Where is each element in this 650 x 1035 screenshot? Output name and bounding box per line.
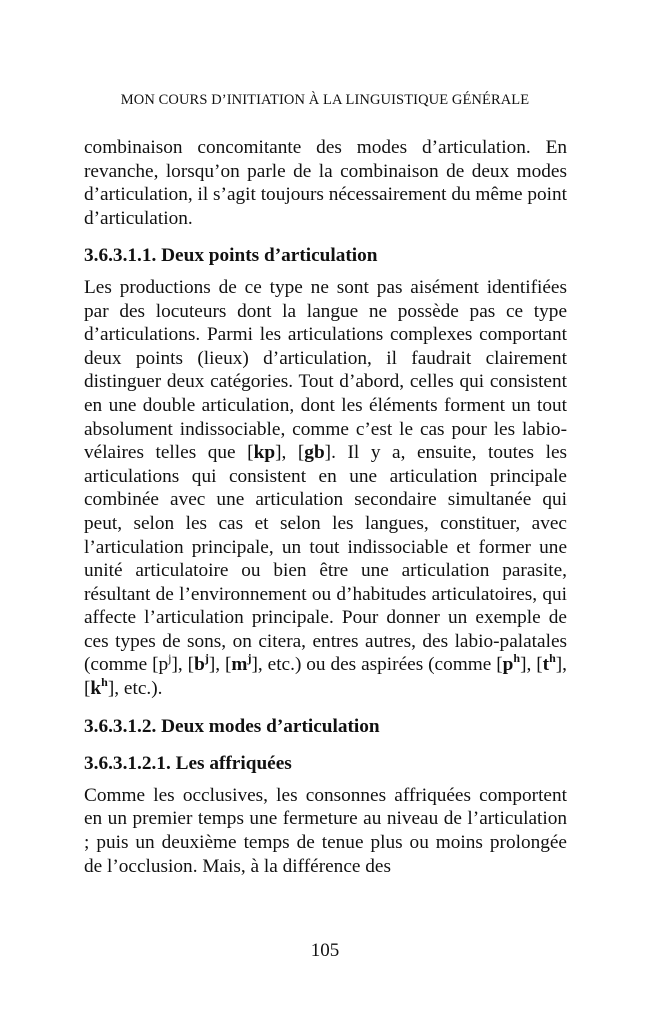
phonetic-bj: $b^j$	[194, 651, 209, 676]
section-heading-affriquees: 3.6.3.1.2.1. Les affriquées	[84, 753, 292, 775]
phonetic-th: $t^h$	[542, 651, 556, 676]
paragraph-intro: combinaison concomitante des modes d’articulation. En revanche, lorsqu’on parle de la combinaison de deux modes d’articulation, il s’agit toujours nécessairement du même point d’articulation.	[84, 137, 567, 229]
paragraph-affriquees: Comme les occlusives, les consonnes affriquées comportent en un premier temps une fermeture au niveau de l’articulation ; puis un deuxième temps de tenue plus ou moins prolongée de l’occlusion. Mais, à la différence des	[84, 784, 567, 877]
phonetic-mj: $m^j$	[231, 651, 252, 676]
phonetic-ph: $p^h$	[502, 651, 521, 676]
phonetic-pj: $p^j$	[158, 651, 172, 676]
section-heading-deux-modes: 3.6.3.1.2. Deux modes d’articulation	[84, 715, 380, 737]
phonetic-gb: gb	[304, 442, 325, 464]
paragraph-deux-points: Les productions de ce type ne sont pas aisément identifiées par des locuteurs dont la langue ne possède pas ce type d’articulations. Parmi les articulations complexes comportant deux points (lieux) d’articulation, il faudrait clairement distinguer deux catégories. Tout d’abord, celles qui consistent en une double articulation, dont les éléments forment un tout absolument indissociable, comme c’est le cas pour les labio-vélaires telles que [kp], [gb]. Il y a, ensuite, toutes les articulations qui consistent en une articulation principale combinée avec une articulation secondaire simultanée qui peut, selon les cas et selon les langues, constituer, avec l’articulation principale, un tout indissociable et former une unité articulatoire ou bien être une articulation parasite, résultant de l’environnement ou d’habitudes articulatoires, qui affecte l’articulation principale. Pour donner un exemple de ces types de sons, on citera, entres autres, des labio-palatales (comme $[p^j]$, $[b^j]$, $[m^j]$, etc.) ou des aspirées (comme $[p^h]$, $[t^h]$, $[k^h]$, etc.).	[84, 276, 568, 700]
phonetic-kh: $k^h$	[90, 674, 108, 700]
phonetic-kp: kp	[253, 442, 276, 464]
running-head: MON COURS D’INITIATION À LA LINGUISTIQUE GÉNÉRALE	[120, 92, 530, 108]
body-text	[84, 136, 567, 878]
section-heading-deux-points: 3.6.3.1.1. Deux points d’articulation	[84, 245, 378, 267]
page-number: 105	[310, 940, 340, 961]
